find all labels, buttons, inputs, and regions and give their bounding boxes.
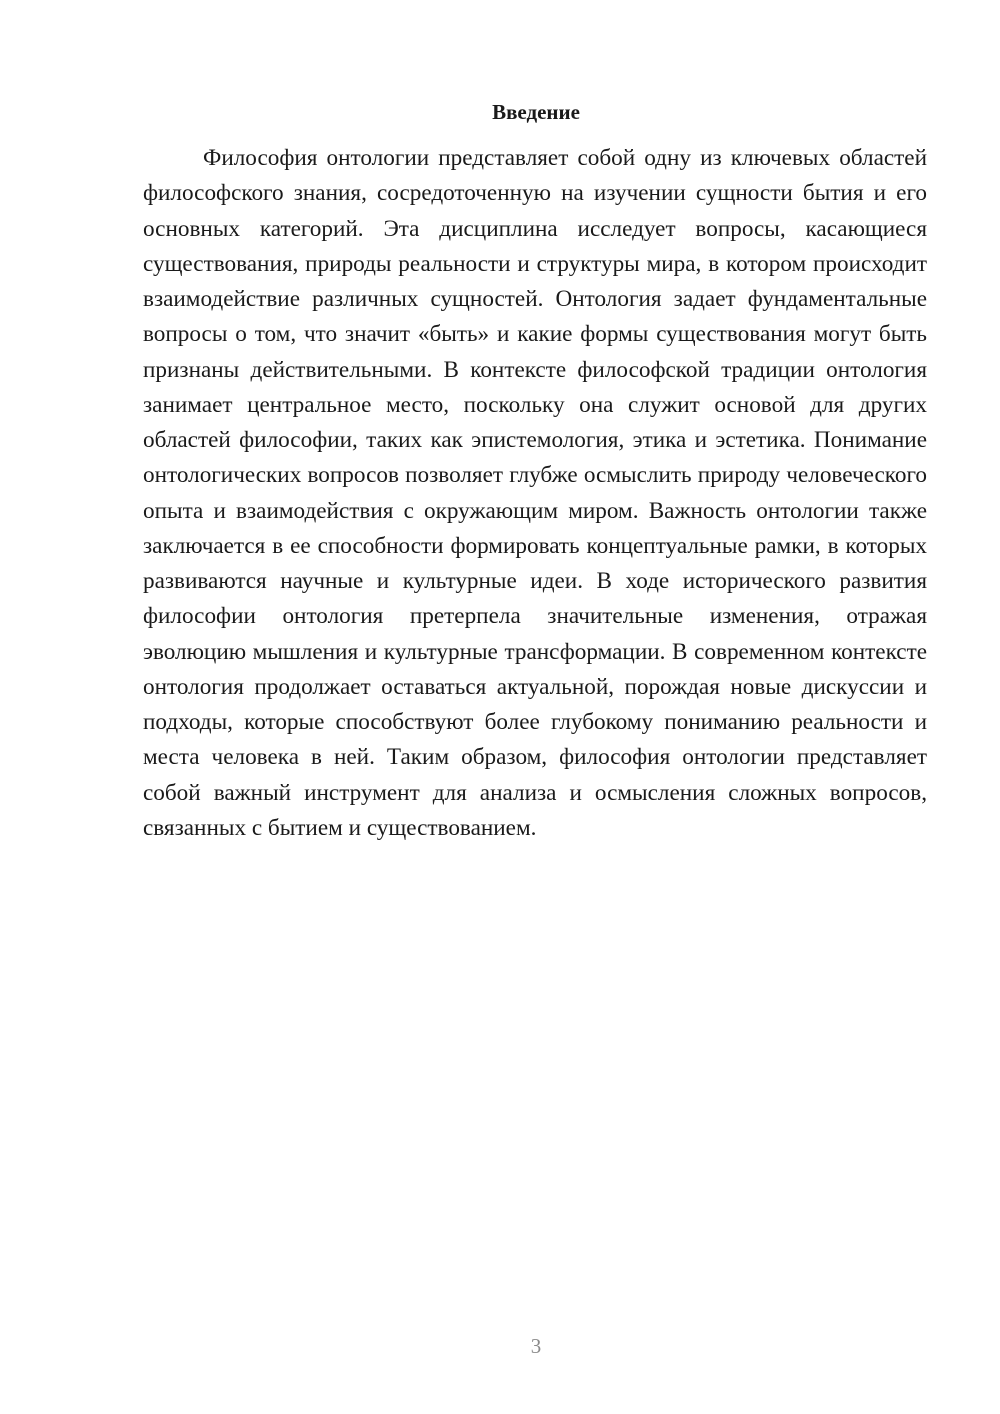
section-heading: Введение xyxy=(492,100,580,124)
page-number: 3 xyxy=(530,1334,542,1358)
body-paragraph: Философия онтологии представляет собой одну из ключевых областей философского знания, сосредоточенную на изучении сущности бытия и его основных категорий. Эта дисциплина исследует вопросы, касающиеся существования, природы реальности и структуры мира, в котором происходит взаимодействие различных сущностей. Онтология задает фундаментальные вопросы о том, что значит «быть» и какие формы существования могут быть признаны действительными. В контексте философской традиции онтология занимает центральное место, поскольку она служит основой для других областей философии, таких как эпистемология, этика и эстетика. Понимание онтологических вопросов позволяет глубже осмыслить природу человеческого опыта и взаимодействия с окружающим миром. Важность онтологии также заключается в ее способности формировать концептуальные рамки, в которых развиваются научные и культурные идеи. В ходе исторического развития философии онтология претерпела значительные изменения, отражая эволюцию мышления и культурные трансформации. В современном контексте онтология продолжает оставаться актуальной, порождая новые дискуссии и подходы, которые способствуют более глубокому пониманию реальности и места человека в ней. Таким образом, философия онтологии представляет собой важный инструмент для анализа и осмысления сложных вопросов, связанных с бытием и существованием. xyxy=(143,145,927,841)
